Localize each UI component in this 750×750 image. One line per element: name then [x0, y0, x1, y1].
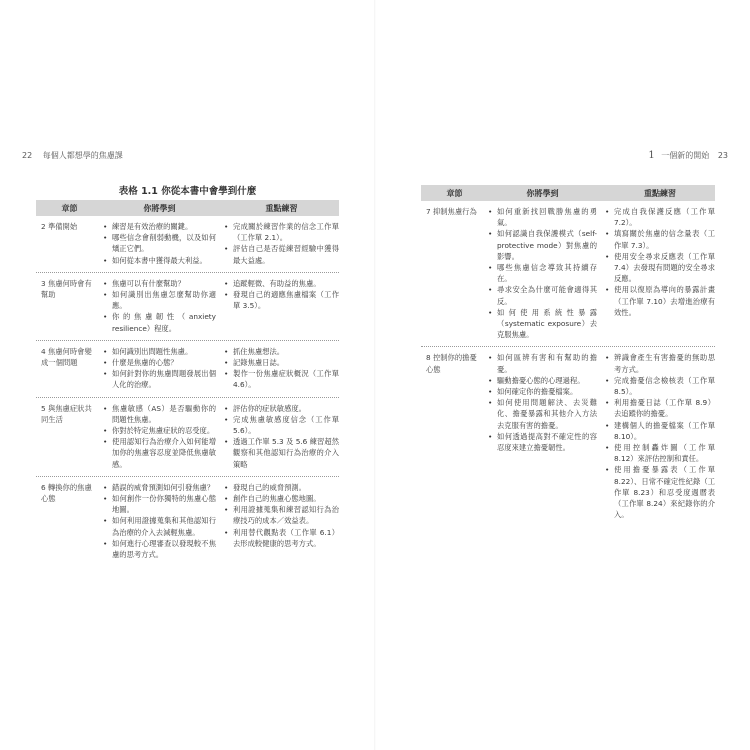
- table-row: [421, 201, 715, 347]
- bullet-item: • 如何從本書中獲得最大利益。: [103, 255, 216, 266]
- chapter-cell: 2 準備開始: [41, 222, 78, 231]
- bullet-item: • 抓住焦慮想法。: [224, 346, 339, 357]
- bullet-item: • 製作一份焦慮症狀概況（工作單 4.6）。: [224, 368, 339, 390]
- chapter-cell: 3 焦慮何時會有幫助: [41, 278, 92, 300]
- header-chapter: 章節: [446, 188, 463, 198]
- practice-cell: [216, 346, 339, 391]
- learn-bullet-list: [488, 352, 597, 453]
- bullet-item: • 如何區辨有害和有幫助的擔憂。: [488, 352, 597, 374]
- bullet-item: • 如何針對你的焦慮問題發展出個人化的治療。: [103, 368, 216, 390]
- bullet-item: • 利用替代觀點表（工作單 6.1）去形成較健康的思考方式。: [224, 527, 339, 549]
- bullet-item: • 評估你的症狀敏感度。: [224, 403, 339, 414]
- bullet-item: • 如何確定你的擔憂檔案。: [488, 386, 597, 397]
- chapter-cell: 8 控制你的擔憂心態: [426, 353, 477, 374]
- chapter-cell: 5 與焦慮症狀共同生活: [41, 403, 92, 424]
- chapter-number: 1: [648, 150, 655, 161]
- practice-cell: [216, 482, 339, 560]
- right-page-number: 23: [717, 151, 728, 160]
- bullet-item: • 什麼是焦慮的心態？: [103, 357, 216, 368]
- bullet-item: • 使用以復原為導向的暴露計畫（工作單 7.10）去增進治療有效性。: [605, 284, 715, 318]
- bullet-item: • 發現自己的威脅預測。: [224, 482, 339, 493]
- table-header-row: [421, 185, 715, 201]
- bullet-item: • 哪些焦慮信念導致其持續存在。: [488, 262, 597, 284]
- bullet-item: • 錯誤的威脅預測如何引發焦慮？: [103, 482, 216, 493]
- header-practice: 重點練習: [644, 188, 676, 198]
- bullet-item: • 你的焦慮韌性（anxiety resilience）程度。: [103, 311, 216, 333]
- bullet-item: • 如何利用證據蒐集和其他認知行為治療的介入去減輕焦慮。: [103, 515, 216, 537]
- table-row: [421, 347, 715, 526]
- bullet-item: • 利用擔憂日誌（工作單 8.9）去追蹤你的擔憂。: [605, 397, 715, 419]
- practice-cell: [597, 352, 715, 520]
- header-learn: 你將學到: [526, 188, 559, 198]
- practice-bullet-list: [224, 221, 339, 266]
- learn-bullet-list: [103, 346, 216, 391]
- bullet-item: • 創作自己的焦慮心態地圖。: [224, 493, 339, 504]
- bullet-item: • 焦慮可以有什麼幫助？: [103, 278, 216, 289]
- bullet-item: • 使用擔憂暴露表（工作單 8.22）、日常不確定性紀錄（工作單 8.23）和忍受度週曆表（工作單 8.24）來紀錄你的介入。: [605, 464, 715, 520]
- chapter-cell: 7 抑制焦慮行為: [426, 207, 477, 216]
- practice-bullet-list: [224, 278, 339, 312]
- header-practice: 重點練習: [265, 203, 298, 213]
- learn-cell: [98, 221, 216, 266]
- learn-cell: [483, 352, 597, 520]
- bullet-item: • 評估自己是否從練習經驗中獲得最大益處。: [224, 243, 339, 265]
- chapter-cell: 4 焦慮何時會變成一個問題: [41, 346, 92, 368]
- bullet-item: • 填寫關於焦慮的信念量表（工作單 7.3）。: [605, 228, 715, 250]
- right-running-header: [648, 150, 728, 161]
- learn-bullet-list: [488, 206, 597, 340]
- left-page-number: 22: [22, 151, 33, 160]
- table-caption: 表格 1.1 你從本書中會學到什麼: [118, 186, 257, 197]
- learn-bullet-list: [103, 221, 216, 266]
- right-table-body: [421, 201, 715, 526]
- bullet-item: • 記錄焦慮日誌。: [224, 357, 339, 368]
- bullet-item: • 你對於特定焦慮症狀的忍受度。: [103, 425, 216, 436]
- right-running-head-title: 一個新的開始: [661, 151, 710, 160]
- learn-cell: [98, 482, 216, 560]
- bullet-item: • 如何進行心理審查以發現較不焦慮的思考方式。: [103, 538, 216, 560]
- practice-bullet-list: [605, 352, 715, 520]
- left-table-body: [36, 216, 339, 566]
- bullet-item: • 使用安全尋求反應表（工作單 7.4）去發現有問題的安全尋求反應。: [605, 251, 715, 285]
- header-chapter: 章節: [61, 203, 78, 213]
- bullet-item: • 如何透過提高對不確定性的容忍度來建立擔憂韌性。: [488, 431, 597, 453]
- bullet-item: • 完成擔憂信念檢核表（工作單 8.5）。: [605, 375, 715, 397]
- practice-bullet-list: [224, 346, 339, 391]
- table-row: [36, 273, 339, 341]
- bullet-item: • 利用證據蒐集和練習認知行為治療技巧的成本／效益表。: [224, 504, 339, 526]
- learn-cell: [98, 278, 216, 334]
- bullet-item: • 辨識會產生有害擔憂的無助思考方式。: [605, 352, 715, 374]
- bullet-item: • 完成自我保護反應（工作單 7.2）。: [605, 206, 715, 228]
- table-row: [36, 477, 339, 566]
- bullet-item: • 完成關於練習作業的信念工作單（工作單 2.1）。: [224, 221, 339, 243]
- bullet-item: • 哪些信念會削弱動機，以及如何矯正它們。: [103, 232, 216, 254]
- practice-cell: [216, 278, 339, 334]
- left-table: [36, 200, 339, 566]
- header-learn: 你將學到: [143, 203, 176, 213]
- bullet-item: • 使用認知行為治療介入如何能增加你的焦慮容忍度並降低焦慮敏感。: [103, 436, 216, 470]
- bullet-item: • 尋求安全為什麼可能會適得其反。: [488, 284, 597, 306]
- bullet-item: • 使用控制轟炸圖（工作單 8.12）來評估控制和責任。: [605, 442, 715, 464]
- table-row: [36, 341, 339, 398]
- practice-cell: [216, 221, 339, 266]
- bullet-item: • 如何認識自我保護模式（self-protective mode）對焦慮的影響。: [488, 228, 597, 262]
- right-page: [375, 0, 750, 750]
- learn-cell: [98, 346, 216, 391]
- table-header-row: [36, 200, 339, 216]
- learn-cell: [483, 206, 597, 340]
- learn-cell: [98, 403, 216, 470]
- learn-bullet-list: [103, 482, 216, 560]
- table-row: [36, 398, 339, 477]
- left-running-head-title: 每個人都想學的焦慮課: [42, 151, 123, 160]
- bullet-item: • 焦慮敏感（AS）是否驅動你的問題性焦慮。: [103, 403, 216, 425]
- practice-cell: [597, 206, 715, 340]
- left-running-header: [22, 150, 123, 161]
- practice-bullet-list: [224, 482, 339, 549]
- bullet-item: • 如何識別出焦慮怎麼幫助你適應。: [103, 289, 216, 311]
- bullet-item: • 練習是有效治療的關鍵。: [103, 221, 216, 232]
- bullet-item: • 透過工作單 5.3 及 5.6 練習超然觀察和其他認知行為治療的介入策略: [224, 436, 339, 470]
- bullet-item: • 建構個人的擔憂檔案（工作單 8.10）。: [605, 420, 715, 442]
- table-row: [36, 216, 339, 273]
- practice-bullet-list: [605, 206, 715, 318]
- bullet-item: • 驅動擔憂心態的心理過程。: [488, 375, 597, 386]
- chapter-cell: 6 轉換你的焦慮心態: [41, 482, 92, 504]
- bullet-item: • 發現自己的適應焦慮檔案（工作單 3.5）。: [224, 289, 339, 311]
- bullet-item: • 如何使用問題解決、去災難化、擔憂暴露和其他介入方法去克服有害的擔憂。: [488, 397, 597, 431]
- bullet-item: • 追蹤輕微、有助益的焦慮。: [224, 278, 339, 289]
- bullet-item: • 如何創作一份你獨特的焦慮心態地圖。: [103, 493, 216, 515]
- learn-bullet-list: [103, 403, 216, 470]
- right-table: [421, 185, 715, 526]
- bullet-item: • 完成焦慮敏感度信念（工作單 5.6）。: [224, 414, 339, 436]
- practice-bullet-list: [224, 403, 339, 470]
- learn-bullet-list: [103, 278, 216, 334]
- bullet-item: • 如何使用系統性暴露（systematic exposure）去克服焦慮。: [488, 307, 597, 341]
- practice-cell: [216, 403, 339, 470]
- bullet-item: • 如何重新找回戰勝焦慮的勇氣。: [488, 206, 597, 228]
- bullet-item: • 如何識別出問題性焦慮。: [103, 346, 216, 357]
